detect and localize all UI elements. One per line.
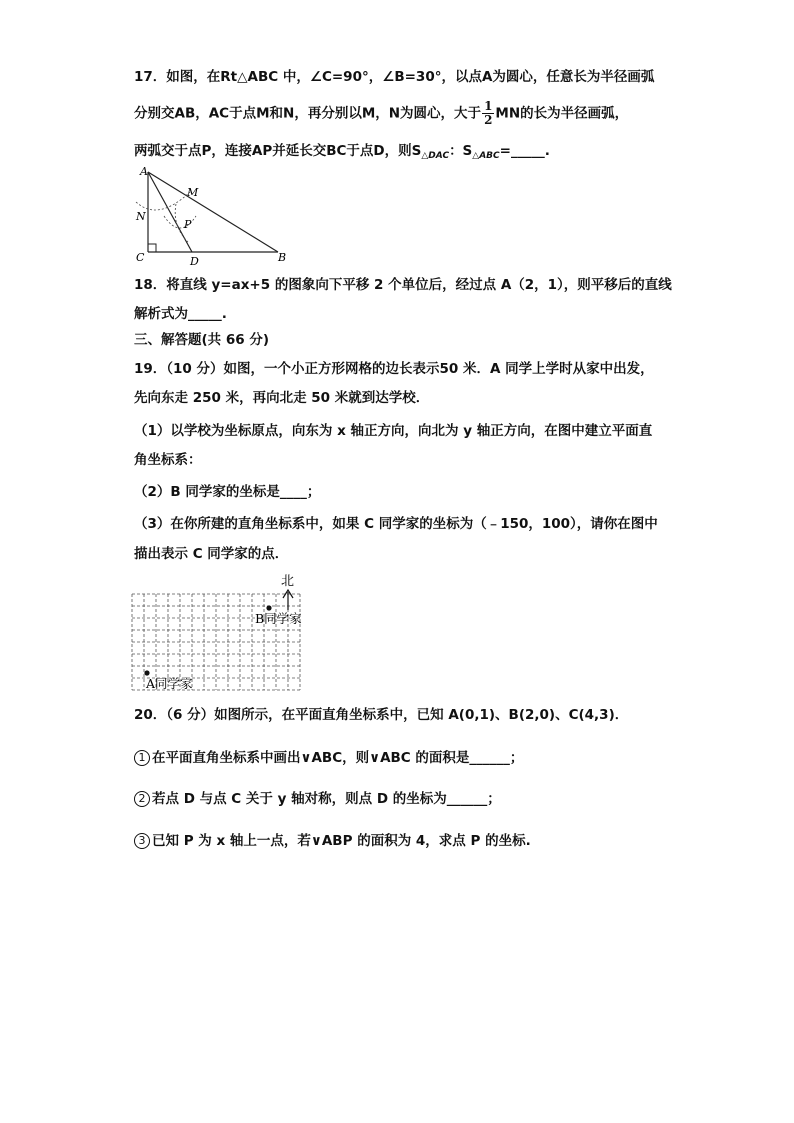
right-angle-mark xyxy=(148,244,156,252)
q17-line1: 17．如图，在Rt△ABC 中，∠C=90°，∠B=30°，以点A为圆心，任意长为半径画弧 xyxy=(134,69,655,85)
q20-part1 xyxy=(134,749,523,767)
q19-part1-line2: 角坐标系： xyxy=(134,452,202,468)
area-subscript-abc: △ABC xyxy=(472,151,500,161)
q19-line2: 先向东走 250 米，再向北走 50 米就到达学校． xyxy=(134,390,430,406)
q19-part2: （2）B 同学家的坐标是____； xyxy=(134,484,321,500)
q17-line3-mid: ：S xyxy=(449,143,473,159)
q20-line1: 20．（6 分）如图所示，在平面直角坐标系中，已知 A(0,1)、B(2,0)、C(4,3)． xyxy=(134,707,629,723)
q18-line1: 18．将直线 y=ax+5 的图象向下平移 2 个单位后，经过点 A（2，1），则平移后的直线 xyxy=(134,277,672,293)
north-label: 北 xyxy=(281,574,295,589)
q20-part2-text: 若点 D 与点 C 关于 y 轴对称，则点 D 的坐标为______； xyxy=(152,791,501,807)
q19-line1: 19．（10 分）如图，一个小正方形网格的边长表示50 米．A 同学上学时从家中出发， xyxy=(134,361,654,377)
q17-line2 xyxy=(134,100,628,127)
label-a: A xyxy=(140,165,148,178)
q19-part1-line1: （1）以学校为坐标原点，向东为 x 轴正方向，向北为 y 轴正方向，在图中建立平面直 xyxy=(134,423,653,439)
part-number-1: 1 xyxy=(134,750,150,766)
q17-line2-b: MN的长为半径画弧， xyxy=(495,105,629,122)
label-d: D xyxy=(190,255,199,268)
fraction-denominator: 2 xyxy=(484,113,493,127)
fraction-one-half xyxy=(482,100,494,127)
a-home-label: A同学家 xyxy=(146,676,193,691)
q17-line3 xyxy=(134,142,550,165)
q17-line3-end: =_____. xyxy=(499,143,550,159)
segment-ad xyxy=(148,172,192,252)
q18-line2: 解析式为_____. xyxy=(134,306,227,322)
section-heading: 三、解答题(共 66 分) xyxy=(134,332,270,348)
label-n: N xyxy=(136,210,146,223)
label-p: P xyxy=(184,218,192,231)
part-number-3: 3 xyxy=(134,833,150,849)
q17-triangle-figure xyxy=(128,164,298,268)
q17-line2-a: 分别交AB，AC于点M和N，再分别以M，N为圆心，大于 xyxy=(134,105,482,122)
label-b: B xyxy=(278,251,287,264)
part-number-2: 2 xyxy=(134,791,150,807)
arc-from-a xyxy=(136,192,190,210)
fraction-numerator: 1 xyxy=(484,99,493,113)
q20-part3-text: 已知 P 为 x 轴上一点，若∨ABP 的面积为 4，求点 P 的坐标. xyxy=(152,833,531,849)
b-home-dot xyxy=(266,605,271,610)
q19-grid-figure xyxy=(128,570,318,694)
q19-part3-line2: 描出表示 C 同学家的点． xyxy=(134,546,289,562)
q17-line3-a: 两弧交于点P，连接AP并延长交BC于点D，则S xyxy=(134,143,422,159)
a-home-dot xyxy=(144,670,149,675)
label-m: M xyxy=(187,186,199,199)
b-home-label: B同学家 xyxy=(255,611,302,626)
side-ab xyxy=(148,172,278,252)
area-subscript-dac: △DAC xyxy=(421,151,450,161)
q20-part1-text: 在平面直角坐标系中画出∨ABC，则∨ABC 的面积是______； xyxy=(152,750,524,766)
q20-part2 xyxy=(134,790,501,808)
label-c: C xyxy=(136,251,145,264)
q19-part3-line1: （3）在你所建的直角坐标系中，如果 C 同学家的坐标为（﹣150，100），请你在图中 xyxy=(134,516,658,532)
q20-part3 xyxy=(134,832,531,850)
